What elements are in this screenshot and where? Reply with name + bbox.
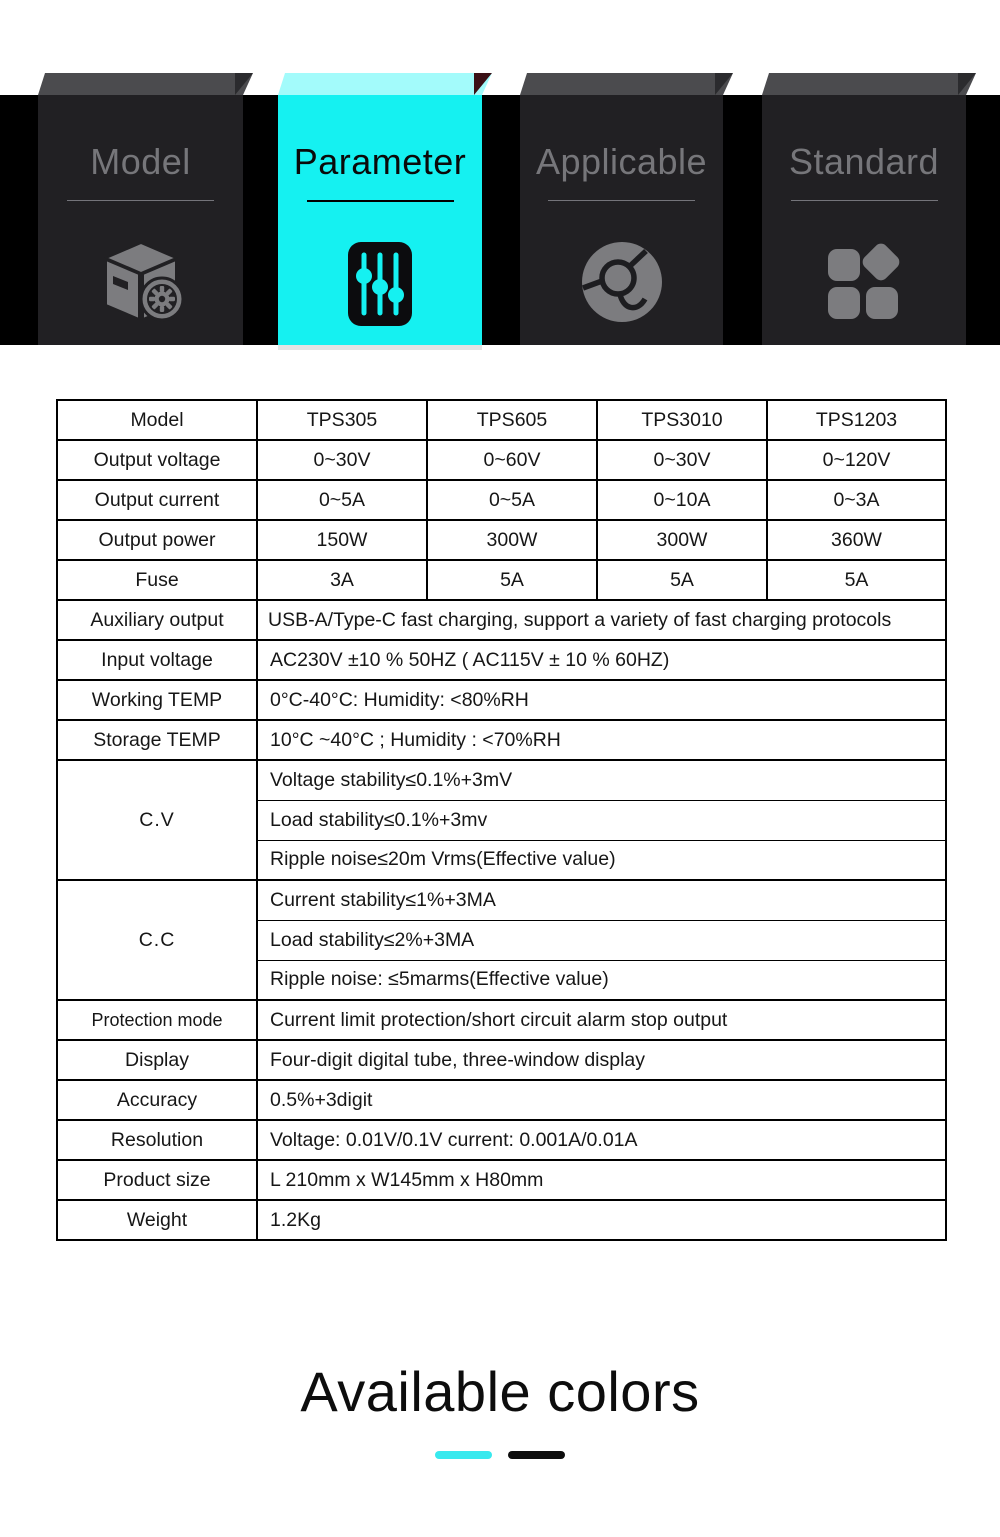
cell-value: Load stability≤0.1%+3mv: [257, 800, 946, 840]
cell-value: Ripple noise≤20m Vrms(Effective value): [257, 840, 946, 880]
cell-value: USB-A/Type-C fast charging, support a variety of fast charging protocols: [257, 600, 946, 640]
cell-value: TPS1203: [767, 400, 946, 440]
table-row: [57, 720, 946, 760]
cyan-color-swatch: [435, 1451, 492, 1459]
cell-value: TPS605: [427, 400, 597, 440]
table-row: [57, 640, 946, 680]
row-label: Resolution: [57, 1120, 257, 1160]
tab-underline: [67, 200, 214, 201]
table-row: [57, 480, 946, 520]
row-label: Working TEMP: [57, 680, 257, 720]
table-row: [57, 1120, 946, 1160]
spec-table: [56, 399, 947, 1241]
table-row: [57, 1040, 946, 1080]
row-label: Protection mode: [57, 1000, 257, 1040]
tab-label: Model: [90, 141, 191, 182]
spec-table-wrapper: [56, 399, 945, 1241]
tab-top-face: [762, 73, 976, 95]
row-label: Output voltage: [57, 440, 257, 480]
hero-tab-strip: [0, 0, 1000, 352]
row-label: Fuse: [57, 560, 257, 600]
row-label: Weight: [57, 1200, 257, 1240]
cell-value: 10°C ~40°C ; Humidity : <70%RH: [257, 720, 946, 760]
tab-parameter[interactable]: [278, 95, 482, 345]
tab-underline: [548, 200, 695, 201]
cell-value: 0~3A: [767, 480, 946, 520]
cell-value: 5A: [767, 560, 946, 600]
row-label: Output current: [57, 480, 257, 520]
cell-value: 3A: [257, 560, 427, 600]
cell-value: 360W: [767, 520, 946, 560]
row-label: Output power: [57, 520, 257, 560]
black-color-swatch: [508, 1451, 565, 1459]
table-row: [57, 1080, 946, 1120]
row-label: Accuracy: [57, 1080, 257, 1120]
tab-top-face: [520, 73, 733, 95]
cell-value: Ripple noise: ≤5marms(Effective value): [257, 960, 946, 1000]
tab-label: Applicable: [535, 141, 708, 182]
table-row: [57, 560, 946, 600]
tab-underline: [307, 200, 454, 202]
cell-value: AC230V ±10 % 50HZ ( AC115V ± 10 % 60HZ): [257, 640, 946, 680]
table-row: [57, 680, 946, 720]
color-swatches: [0, 1451, 1000, 1459]
cell-value: 5A: [427, 560, 597, 600]
available-colors-heading: Available colors: [300, 1360, 700, 1423]
cell-value: Load stability≤2%+3MA: [257, 920, 946, 960]
table-row: [57, 1000, 946, 1040]
row-label: C.C: [57, 880, 257, 1000]
tab-label: Standard: [788, 141, 940, 182]
box-gear-icon: [89, 239, 193, 327]
row-label: Model: [57, 400, 257, 440]
cell-value: 0~30V: [597, 440, 767, 480]
table-row: [57, 600, 946, 640]
tab-underline: [791, 200, 938, 201]
cell-value: Current stability≤1%+3MA: [257, 880, 946, 920]
cell-value: Voltage: 0.01V/0.1V current: 0.001A/0.01A: [257, 1120, 946, 1160]
cell-value: Four-digit digital tube, three-window display: [257, 1040, 946, 1080]
sliders-icon: [328, 240, 432, 328]
cell-value: 0~5A: [257, 480, 427, 520]
row-label: Auxiliary output: [57, 600, 257, 640]
tab-top-face: [38, 73, 253, 95]
row-label: Input voltage: [57, 640, 257, 680]
cell-value: 0~30V: [257, 440, 427, 480]
tab-applicable[interactable]: [520, 95, 723, 345]
tab-label: Parameter: [293, 141, 467, 182]
grid-shapes-icon: [812, 239, 916, 327]
cell-value: 1.2Kg: [257, 1200, 946, 1240]
cell-value: 0~5A: [427, 480, 597, 520]
active-tab-reflection: [278, 345, 482, 350]
cell-value: 0~60V: [427, 440, 597, 480]
cell-value: TPS3010: [597, 400, 767, 440]
row-label: Product size: [57, 1160, 257, 1200]
chrome-icon: [570, 239, 674, 327]
table-row: [57, 520, 946, 560]
tab-top-face: [278, 73, 492, 95]
table-row: [57, 440, 946, 480]
tab-model[interactable]: [38, 95, 243, 345]
cell-value: TPS305: [257, 400, 427, 440]
cell-value: 300W: [427, 520, 597, 560]
table-row: [57, 1160, 946, 1200]
table-row: [57, 1200, 946, 1240]
table-row: [57, 760, 946, 800]
cell-value: L 210mm x W145mm x H80mm: [257, 1160, 946, 1200]
table-row: [57, 400, 946, 440]
cell-value: 300W: [597, 520, 767, 560]
row-label: Storage TEMP: [57, 720, 257, 760]
tab-standard[interactable]: [762, 95, 966, 345]
cell-value: Current limit protection/short circuit alarm stop output: [257, 1000, 946, 1040]
table-row: [57, 880, 946, 920]
cell-value: 0~10A: [597, 480, 767, 520]
cell-value: 5A: [597, 560, 767, 600]
cell-value: 0.5%+3digit: [257, 1080, 946, 1120]
cell-value: 0~120V: [767, 440, 946, 480]
row-label: Display: [57, 1040, 257, 1080]
cell-value: Voltage stability≤0.1%+3mV: [257, 760, 946, 800]
cell-value: 150W: [257, 520, 427, 560]
cell-value: 0°C-40°C: Humidity: <80%RH: [257, 680, 946, 720]
row-label: C.V: [57, 760, 257, 880]
